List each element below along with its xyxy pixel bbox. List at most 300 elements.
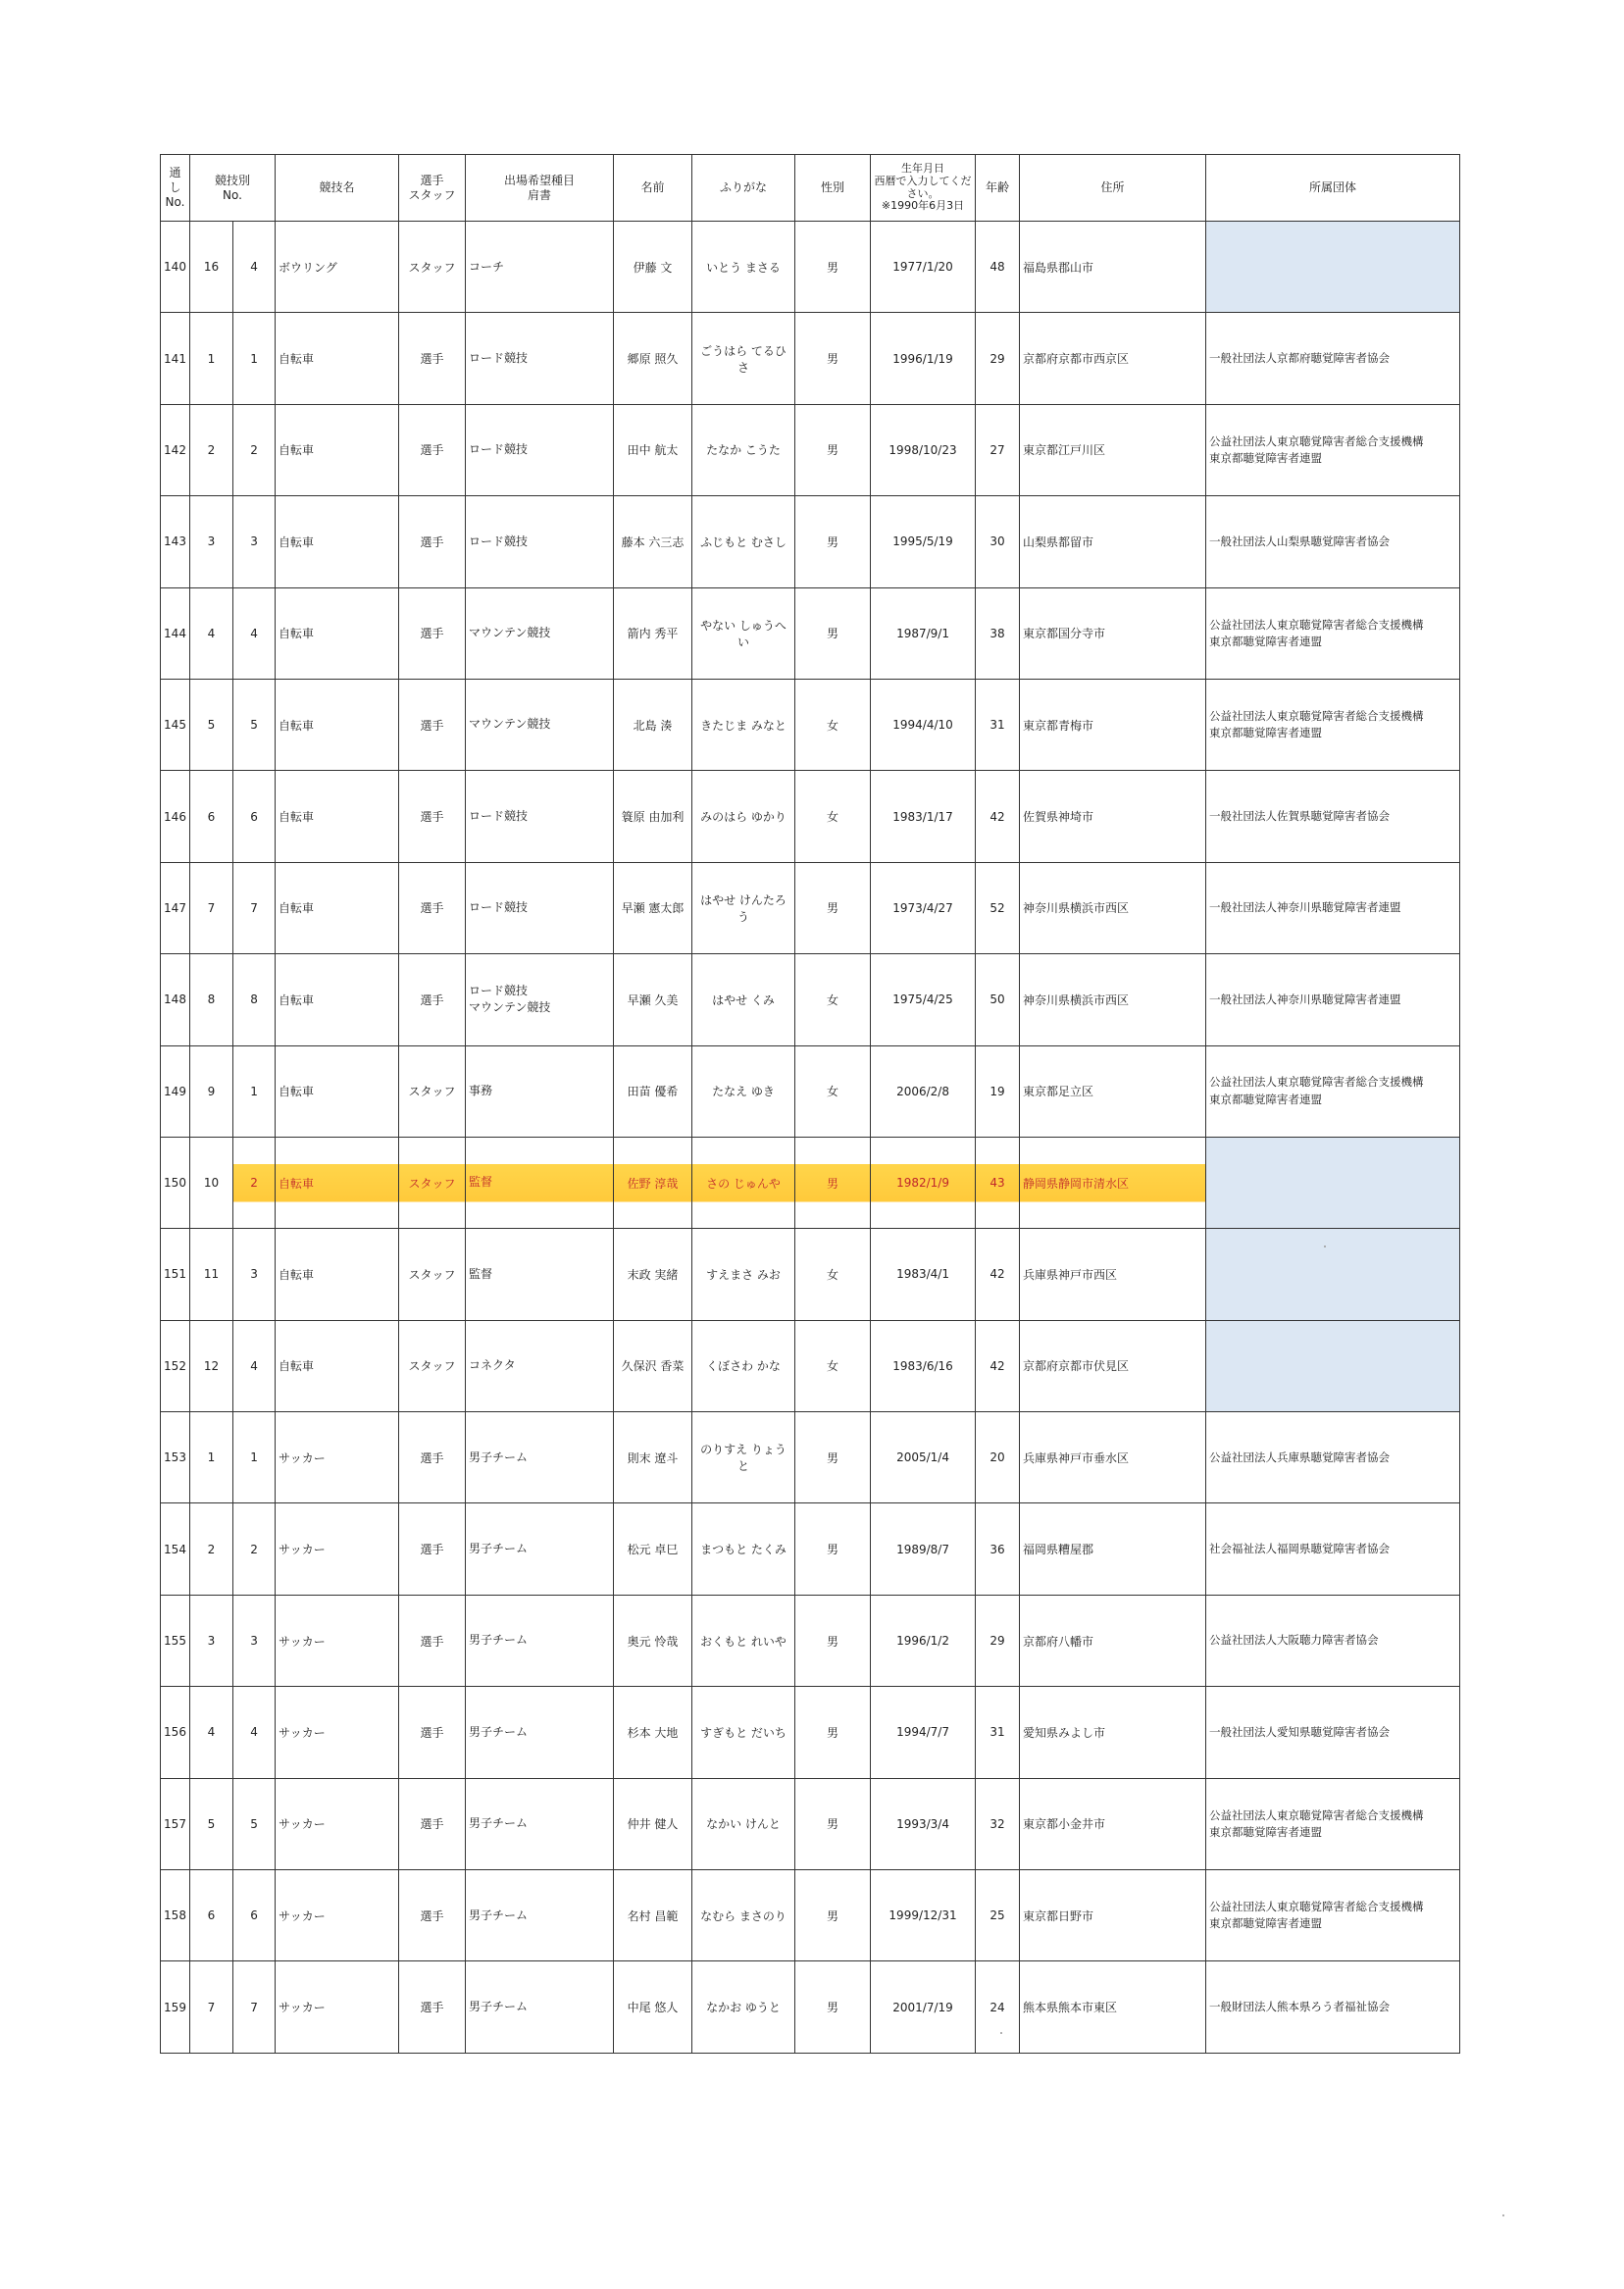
cell-sport: 自転車	[276, 587, 399, 679]
cell-sex: 男	[795, 496, 871, 587]
cell-sub-no: 4	[233, 587, 276, 679]
cell-name: 藤本 六三志	[614, 496, 692, 587]
cell-sport: 自転車	[276, 1320, 399, 1411]
cell-sub-no: 2	[233, 404, 276, 495]
cell-sex: 女	[795, 771, 871, 862]
cell-seq-no: 142	[161, 404, 190, 495]
table-row	[161, 313, 1460, 404]
cell-birth: 1973/4/27	[871, 862, 976, 953]
cell-event: コーチ	[466, 222, 614, 313]
cell-name: 伊藤 文	[614, 222, 692, 313]
cell-sub-no: 3	[233, 1229, 276, 1320]
cell-birth: 1993/3/4	[871, 1778, 976, 1869]
table-row	[161, 404, 1460, 495]
cell-name: 名村 昌範	[614, 1870, 692, 1961]
cell-birth: 1995/5/19	[871, 496, 976, 587]
cell-kana: なかい けんと	[692, 1778, 795, 1869]
cell-role: 選手	[399, 954, 466, 1045]
cell-birth: 1987/9/1	[871, 587, 976, 679]
cell-org: 一般社団法人京都府聴覚障害者協会	[1206, 313, 1460, 404]
cell-org: 一般社団法人山梨県聴覚障害者協会	[1206, 496, 1460, 587]
cell-role: 選手	[399, 1961, 466, 2053]
header-event: 出場希望種目 肩書	[466, 155, 614, 222]
cell-sport: 自転車	[276, 1137, 399, 1228]
cell-address: 東京都小金井市	[1020, 1778, 1206, 1869]
cell-age: 25	[976, 1870, 1020, 1961]
cell-sub-no: 7	[233, 1961, 276, 2053]
cell-sub-no: 6	[233, 771, 276, 862]
table-body	[161, 222, 1460, 2054]
roster-sheet	[160, 154, 1459, 2054]
cell-birth: 1994/7/7	[871, 1687, 976, 1778]
cell-sport: 自転車	[276, 1045, 399, 1137]
table-row	[161, 1412, 1460, 1503]
cell-sport: 自転車	[276, 313, 399, 404]
cell-age: 42	[976, 771, 1020, 862]
cell-kana: はやせ くみ	[692, 954, 795, 1045]
cell-event: ロード競技	[466, 771, 614, 862]
cell-event: 男子チーム	[466, 1503, 614, 1595]
cell-birth: 1975/4/25	[871, 954, 976, 1045]
cell-sub-no: 1	[233, 1045, 276, 1137]
cell-seq-no: 159	[161, 1961, 190, 2053]
cell-org: 公益社団法人東京聴覚障害者総合支援機構 東京都聴覚障害者連盟	[1206, 587, 1460, 679]
cell-age: 20	[976, 1412, 1020, 1503]
cell-age: 29	[976, 1595, 1020, 1686]
cell-sex: 女	[795, 679, 871, 770]
cell-role: 選手	[399, 404, 466, 495]
header-org: 所属団体	[1206, 155, 1460, 222]
cell-sub-no: 4	[233, 1687, 276, 1778]
cell-address: 東京都足立区	[1020, 1045, 1206, 1137]
cell-event: ロード競技	[466, 496, 614, 587]
cell-address: 愛知県みよし市	[1020, 1687, 1206, 1778]
cell-event: ロード競技	[466, 404, 614, 495]
scan-speck	[1502, 2214, 1504, 2216]
cell-sub-no: 4	[233, 1320, 276, 1411]
cell-sex: 男	[795, 1412, 871, 1503]
cell-org: 公益社団法人東京聴覚障害者総合支援機構 東京都聴覚障害者連盟	[1206, 679, 1460, 770]
table-row	[161, 1687, 1460, 1778]
cell-event: 男子チーム	[466, 1687, 614, 1778]
cell-sex: 男	[795, 1870, 871, 1961]
cell-birth: 1983/1/17	[871, 771, 976, 862]
cell-name: 佐野 淳哉	[614, 1137, 692, 1228]
cell-org	[1206, 222, 1460, 313]
cell-event-no: 12	[190, 1320, 233, 1411]
cell-birth: 1994/4/10	[871, 679, 976, 770]
cell-sub-no: 8	[233, 954, 276, 1045]
cell-event: マウンテン競技	[466, 679, 614, 770]
cell-birth: 1982/1/9	[871, 1137, 976, 1228]
cell-role: スタッフ	[399, 222, 466, 313]
cell-address: 京都府八幡市	[1020, 1595, 1206, 1686]
cell-sport: サッカー	[276, 1687, 399, 1778]
cell-seq-no: 144	[161, 587, 190, 679]
header-seq-no: 通し No.	[161, 155, 190, 222]
cell-role: 選手	[399, 1412, 466, 1503]
cell-org: 公益社団法人東京聴覚障害者総合支援機構 東京都聴覚障害者連盟	[1206, 1870, 1460, 1961]
header-sport: 競技名	[276, 155, 399, 222]
cell-sub-no: 1	[233, 313, 276, 404]
cell-sport: 自転車	[276, 679, 399, 770]
cell-sport: ボウリング	[276, 222, 399, 313]
header-event-no: 競技別 No.	[190, 155, 276, 222]
cell-kana: なかお ゆうと	[692, 1961, 795, 2053]
cell-kana: おくもと れいや	[692, 1595, 795, 1686]
cell-age: 42	[976, 1320, 1020, 1411]
cell-age: 36	[976, 1503, 1020, 1595]
cell-kana: すえまさ みお	[692, 1229, 795, 1320]
cell-seq-no: 143	[161, 496, 190, 587]
cell-sport: サッカー	[276, 1503, 399, 1595]
cell-role: 選手	[399, 679, 466, 770]
cell-sport: サッカー	[276, 1961, 399, 2053]
cell-age: 24	[976, 1961, 1020, 2053]
table-row	[161, 1778, 1460, 1869]
cell-event: 事務	[466, 1045, 614, 1137]
cell-name: 田苗 優希	[614, 1045, 692, 1137]
cell-address: 東京都江戸川区	[1020, 404, 1206, 495]
cell-role: スタッフ	[399, 1229, 466, 1320]
cell-sport: 自転車	[276, 404, 399, 495]
cell-name: 仲井 健人	[614, 1778, 692, 1869]
cell-event-no: 5	[190, 1778, 233, 1869]
cell-sub-no: 5	[233, 1778, 276, 1869]
cell-name: 末政 実緒	[614, 1229, 692, 1320]
table-row	[161, 1320, 1460, 1411]
cell-name: 杉本 大地	[614, 1687, 692, 1778]
table-row	[161, 1870, 1460, 1961]
cell-age: 31	[976, 1687, 1020, 1778]
cell-kana: いとう まさる	[692, 222, 795, 313]
cell-event-no: 2	[190, 1503, 233, 1595]
cell-seq-no: 141	[161, 313, 190, 404]
cell-sport: 自転車	[276, 496, 399, 587]
cell-role: スタッフ	[399, 1137, 466, 1228]
cell-kana: やない しゅうへい	[692, 587, 795, 679]
cell-seq-no: 154	[161, 1503, 190, 1595]
cell-role: 選手	[399, 313, 466, 404]
cell-name: 久保沢 香菜	[614, 1320, 692, 1411]
cell-age: 43	[976, 1137, 1020, 1228]
header-row	[161, 155, 1460, 222]
table-row	[161, 1961, 1460, 2053]
cell-kana: はやせ けんたろう	[692, 862, 795, 953]
cell-birth: 1998/10/23	[871, 404, 976, 495]
table-row	[161, 771, 1460, 862]
cell-birth: 1977/1/20	[871, 222, 976, 313]
cell-event: 監督	[466, 1229, 614, 1320]
cell-kana: たなえ ゆき	[692, 1045, 795, 1137]
table-row	[161, 1045, 1460, 1137]
cell-kana: さの じゅんや	[692, 1137, 795, 1228]
cell-sport: 自転車	[276, 1229, 399, 1320]
cell-sex: 男	[795, 587, 871, 679]
cell-event: コネクタ	[466, 1320, 614, 1411]
cell-seq-no: 149	[161, 1045, 190, 1137]
cell-address: 福岡県糟屋郡	[1020, 1503, 1206, 1595]
cell-address: 静岡県静岡市清水区	[1020, 1137, 1206, 1228]
cell-sex: 女	[795, 1320, 871, 1411]
cell-age: 50	[976, 954, 1020, 1045]
cell-event-no: 8	[190, 954, 233, 1045]
header-address: 住所	[1020, 155, 1206, 222]
header-age: 年齢	[976, 155, 1020, 222]
cell-event-no: 4	[190, 1687, 233, 1778]
cell-sport: サッカー	[276, 1595, 399, 1686]
cell-birth: 1996/1/19	[871, 313, 976, 404]
cell-sport: 自転車	[276, 954, 399, 1045]
cell-sub-no: 3	[233, 1595, 276, 1686]
cell-sex: 女	[795, 954, 871, 1045]
cell-address: 福島県郡山市	[1020, 222, 1206, 313]
cell-event-no: 10	[190, 1137, 233, 1228]
cell-seq-no: 150	[161, 1137, 190, 1228]
cell-seq-no: 147	[161, 862, 190, 953]
cell-event: マウンテン競技	[466, 587, 614, 679]
cell-sex: 男	[795, 1687, 871, 1778]
cell-role: 選手	[399, 1595, 466, 1686]
cell-address: 東京都国分寺市	[1020, 587, 1206, 679]
cell-sex: 男	[795, 1778, 871, 1869]
header-sex: 性別	[795, 155, 871, 222]
cell-sub-no: 6	[233, 1870, 276, 1961]
cell-kana: のりすえ りょうと	[692, 1412, 795, 1503]
cell-event-no: 9	[190, 1045, 233, 1137]
cell-event: 男子チーム	[466, 1778, 614, 1869]
cell-name: 早瀬 久美	[614, 954, 692, 1045]
cell-sex: 男	[795, 404, 871, 495]
cell-seq-no: 157	[161, 1778, 190, 1869]
table-row	[161, 1503, 1460, 1595]
table-header	[161, 155, 1460, 222]
cell-org: 一般財団法人熊本県ろう者福祉協会	[1206, 1961, 1460, 2053]
cell-age: 29	[976, 313, 1020, 404]
header-name: 名前	[614, 155, 692, 222]
cell-event-no: 3	[190, 496, 233, 587]
cell-event: ロード競技	[466, 313, 614, 404]
table-row	[161, 954, 1460, 1045]
cell-sub-no: 7	[233, 862, 276, 953]
cell-seq-no: 158	[161, 1870, 190, 1961]
cell-event-no: 5	[190, 679, 233, 770]
cell-role: 選手	[399, 587, 466, 679]
table-row	[161, 222, 1460, 313]
cell-sex: 男	[795, 862, 871, 953]
table-row	[161, 587, 1460, 679]
participant-roster-table	[160, 154, 1460, 2054]
cell-kana: ごうはら てるひさ	[692, 313, 795, 404]
cell-event: 男子チーム	[466, 1961, 614, 2053]
cell-role: スタッフ	[399, 1045, 466, 1137]
cell-age: 30	[976, 496, 1020, 587]
cell-org: 一般社団法人愛知県聴覚障害者協会	[1206, 1687, 1460, 1778]
cell-age: 38	[976, 587, 1020, 679]
cell-role: 選手	[399, 862, 466, 953]
cell-event: 監督	[466, 1137, 614, 1228]
cell-sex: 男	[795, 222, 871, 313]
cell-seq-no: 145	[161, 679, 190, 770]
cell-name: 箭内 秀平	[614, 587, 692, 679]
cell-event-no: 6	[190, 1870, 233, 1961]
cell-birth: 1999/12/31	[871, 1870, 976, 1961]
cell-org	[1206, 1320, 1460, 1411]
cell-age: 42	[976, 1229, 1020, 1320]
cell-birth: 1989/8/7	[871, 1503, 976, 1595]
cell-event: ロード競技 マウンテン競技	[466, 954, 614, 1045]
cell-seq-no: 148	[161, 954, 190, 1045]
cell-sex: 男	[795, 1137, 871, 1228]
cell-sex: 男	[795, 313, 871, 404]
cell-sport: 自転車	[276, 771, 399, 862]
cell-org: 公益社団法人大阪聴力障害者協会	[1206, 1595, 1460, 1686]
cell-role: 選手	[399, 1687, 466, 1778]
scan-speck	[1324, 1246, 1326, 1247]
table-row	[161, 1229, 1460, 1320]
header-kana: ふりがな	[692, 155, 795, 222]
cell-role: 選手	[399, 1870, 466, 1961]
cell-birth: 2001/7/19	[871, 1961, 976, 2053]
cell-org: 一般社団法人佐賀県聴覚障害者協会	[1206, 771, 1460, 862]
cell-org: 社会福祉法人福岡県聴覚障害者協会	[1206, 1503, 1460, 1595]
cell-sex: 男	[795, 1595, 871, 1686]
cell-name: 中尾 悠人	[614, 1961, 692, 2053]
cell-sport: 自転車	[276, 862, 399, 953]
cell-sub-no: 5	[233, 679, 276, 770]
cell-event-no: 3	[190, 1595, 233, 1686]
cell-address: 神奈川県横浜市西区	[1020, 862, 1206, 953]
cell-seq-no: 155	[161, 1595, 190, 1686]
cell-event-no: 1	[190, 1412, 233, 1503]
table-row	[161, 862, 1460, 953]
cell-address: 東京都日野市	[1020, 1870, 1206, 1961]
cell-name: 北島 湊	[614, 679, 692, 770]
cell-sub-no: 4	[233, 222, 276, 313]
cell-seq-no: 153	[161, 1412, 190, 1503]
cell-address: 熊本県熊本市東区	[1020, 1961, 1206, 2053]
cell-event-no: 7	[190, 1961, 233, 2053]
cell-kana: まつもと たくみ	[692, 1503, 795, 1595]
cell-kana: みのはら ゆかり	[692, 771, 795, 862]
cell-address: 京都府京都市西京区	[1020, 313, 1206, 404]
cell-event-no: 4	[190, 587, 233, 679]
cell-kana: くぼさわ かな	[692, 1320, 795, 1411]
cell-kana: すぎもと だいち	[692, 1687, 795, 1778]
cell-name: 郷原 照久	[614, 313, 692, 404]
cell-event-no: 2	[190, 404, 233, 495]
cell-address: 東京都青梅市	[1020, 679, 1206, 770]
cell-org	[1206, 1229, 1460, 1320]
cell-role: 選手	[399, 1778, 466, 1869]
cell-sex: 女	[795, 1229, 871, 1320]
cell-age: 19	[976, 1045, 1020, 1137]
cell-event-no: 16	[190, 222, 233, 313]
cell-org	[1206, 1137, 1460, 1228]
cell-kana: ふじもと むさし	[692, 496, 795, 587]
cell-birth: 1983/6/16	[871, 1320, 976, 1411]
cell-sub-no: 2	[233, 1137, 276, 1228]
cell-org: 一般社団法人神奈川県聴覚障害者連盟	[1206, 862, 1460, 953]
cell-address: 佐賀県神埼市	[1020, 771, 1206, 862]
table-row	[161, 679, 1460, 770]
cell-age: 52	[976, 862, 1020, 953]
header-role: 選手 スタッフ	[399, 155, 466, 222]
cell-org: 公益社団法人兵庫県聴覚障害者協会	[1206, 1412, 1460, 1503]
cell-kana: きたじま みなと	[692, 679, 795, 770]
cell-address: 山梨県都留市	[1020, 496, 1206, 587]
cell-kana: たなか こうた	[692, 404, 795, 495]
cell-event-no: 6	[190, 771, 233, 862]
cell-role: 選手	[399, 771, 466, 862]
cell-name: 早瀬 憲太郎	[614, 862, 692, 953]
cell-event: 男子チーム	[466, 1412, 614, 1503]
table-row	[161, 496, 1460, 587]
cell-seq-no: 140	[161, 222, 190, 313]
cell-seq-no: 151	[161, 1229, 190, 1320]
cell-seq-no: 152	[161, 1320, 190, 1411]
cell-birth: 2006/2/8	[871, 1045, 976, 1137]
table-row	[161, 1595, 1460, 1686]
cell-age: 31	[976, 679, 1020, 770]
cell-sub-no: 1	[233, 1412, 276, 1503]
cell-role: 選手	[399, 1503, 466, 1595]
cell-name: 田中 航太	[614, 404, 692, 495]
cell-seq-no: 156	[161, 1687, 190, 1778]
cell-sport: サッカー	[276, 1778, 399, 1869]
cell-address: 兵庫県神戸市西区	[1020, 1229, 1206, 1320]
cell-name: 松元 卓巳	[614, 1503, 692, 1595]
cell-event-no: 11	[190, 1229, 233, 1320]
cell-birth: 2005/1/4	[871, 1412, 976, 1503]
cell-address: 兵庫県神戸市垂水区	[1020, 1412, 1206, 1503]
cell-org: 公益社団法人東京聴覚障害者総合支援機構 東京都聴覚障害者連盟	[1206, 1778, 1460, 1869]
cell-sub-no: 3	[233, 496, 276, 587]
cell-role: 選手	[399, 496, 466, 587]
cell-name: 奥元 怜哉	[614, 1595, 692, 1686]
cell-event: ロード競技	[466, 862, 614, 953]
cell-kana: なむら まさのり	[692, 1870, 795, 1961]
cell-age: 48	[976, 222, 1020, 313]
scan-speck	[1000, 2032, 1002, 2034]
cell-birth: 1996/1/2	[871, 1595, 976, 1686]
cell-name: 則末 遼斗	[614, 1412, 692, 1503]
cell-org: 公益社団法人東京聴覚障害者総合支援機構 東京都聴覚障害者連盟	[1206, 404, 1460, 495]
cell-sport: サッカー	[276, 1870, 399, 1961]
cell-sport: サッカー	[276, 1412, 399, 1503]
header-birth: 生年月日 西暦で入力してくだ さい。 ※1990年6月3日	[871, 155, 976, 222]
cell-event-no: 1	[190, 313, 233, 404]
cell-age: 27	[976, 404, 1020, 495]
cell-event: 男子チーム	[466, 1870, 614, 1961]
cell-seq-no: 146	[161, 771, 190, 862]
table-row	[161, 1137, 1460, 1228]
cell-role: スタッフ	[399, 1320, 466, 1411]
cell-address: 京都府京都市伏見区	[1020, 1320, 1206, 1411]
cell-event-no: 7	[190, 862, 233, 953]
cell-org: 一般社団法人神奈川県聴覚障害者連盟	[1206, 954, 1460, 1045]
cell-address: 神奈川県横浜市西区	[1020, 954, 1206, 1045]
cell-org: 公益社団法人東京聴覚障害者総合支援機構 東京都聴覚障害者連盟	[1206, 1045, 1460, 1137]
cell-name: 簑原 由加利	[614, 771, 692, 862]
cell-sex: 男	[795, 1961, 871, 2053]
cell-event: 男子チーム	[466, 1595, 614, 1686]
cell-sex: 男	[795, 1503, 871, 1595]
cell-sub-no: 2	[233, 1503, 276, 1595]
cell-age: 32	[976, 1778, 1020, 1869]
cell-sex: 女	[795, 1045, 871, 1137]
cell-birth: 1983/4/1	[871, 1229, 976, 1320]
